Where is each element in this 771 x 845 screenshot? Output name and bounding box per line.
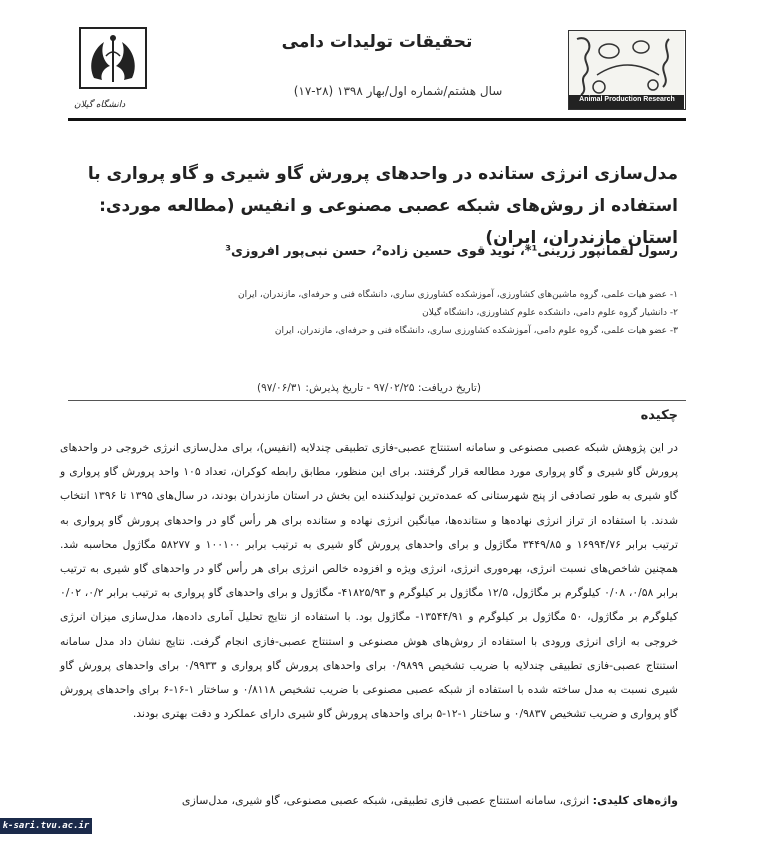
journal-logo-caption: Animal Production Research bbox=[579, 96, 675, 103]
site-watermark-badge[interactable]: k-sari.tvu.ac.ir bbox=[0, 818, 92, 834]
keywords bbox=[60, 794, 678, 807]
keywords-label: واژه‌های کلیدی: bbox=[592, 794, 678, 807]
university-name: دانشگاه گیلان bbox=[74, 100, 126, 110]
article-title: مدل‌سازی انرژی ستانده در واحدهای پرورش گاو شیری و گاو پرواری با استفاده از روش‌های شبکه عصبی مصنوعی و انفیس (مطالعه موردی: استان مازندران، ایران) bbox=[87, 164, 678, 248]
abstract-heading: چکیده bbox=[640, 408, 678, 423]
keywords-list: انرژی، سامانه استنتاج عصبی فازی تطبیقی، شبکه عصبی مصنوعی، گاو شیری، مدل‌سازی bbox=[181, 794, 593, 807]
affiliation-3: ۳- عضو هیات علمی، گروه علوم دامی، آموزشکده کشاورزی ساری، دانشگاه فنی و حرفه‌ای، مازندران، ایران bbox=[274, 326, 678, 336]
header-divider bbox=[68, 118, 686, 121]
received-accepted-dates: (تاریخ دریافت: ۹۷/۰۲/۲۵ - تاریخ پذیرش: ۹۷/۰۶/۳۱) bbox=[257, 382, 481, 394]
abstract-text: در این پژوهش شبکه عصبی مصنوعی و سامانه استنتاج عصبی-فازی تطبیقی چندلایه (انفیس)، برای مدل‌سازی انرژی خروجی در واحدهای پرورش گاو شیری و گاو پرواری مورد مطالعه قرار گرفتند. برای این منظور، مطابق رابطه کوکران، تعداد ۱۰۵ واحد پرورش گاو پرواری و گاو شیری به طور تصادفی از پنج شهرستانی که عمده‌ترین تولیدکننده این بخش در استان مازندران بودند، در سال‌های ۱۳۹۵ تا ۱۳۹۶ انتخاب شدند. با استفاده از تراز انرژی نهاده‌ها و ستانده‌ها، میانگین انرژی نهاده و ستانده برای هر رأس گاو در واحدهای پرورش گاو پرواری به ترتیب برابر ۱۶۹۹۴/۷۶ و ۳۴۴۹/۸۵ مگاژول و برای واحدهای پرورش گاو شیری به ترتیب برابر ۱۰۰۱۰۰ و ۵۸۲۷۷ مگاژول محاسبه شد. همچنین شاخص‌های نسبت انرژی، بهره‌وری انرژی، انرژی ویژه و افزوده خالص انرژی برای هر رأس گاو در واحدهای گاو شیری به ترتیب برابر ۰/۵۸، ۰/۰۸ کیلوگرم بر مگاژول، ۱۲/۵ مگاژول بر کیلوگرم و ۴۱۸۲۵/۹۳- مگاژول و برای واحدهای گاو پرواری به ترتیب برابر ۰/۲، ۰/۰۲ کیلوگرم بر مگاژول، ۵۰ مگاژول بر کیلوگرم و ۱۳۵۴۴/۹۱- مگاژول بود. با استفاده از نتایج تحلیل آماری داده‌ها، مدل‌سازی میزان انرژی خروجی به ازای انرژی ورودی با استفاده از روش‌های هوش مصنوعی و استنتاج عصبی-فازی انجام گرفت. نتایج نشان داد مدل سامانه استنتاج عصبی-فازی تطبیقی چندلایه با ضریب تشخیص ۰/۹۸۹۹ برای واحدهای پرورش گاو پرواری و ۰/۹۹۳۳ برای واحدهای پرورش گاو شیری نسبت به مدل ساخته شده با استفاده از شبکه عصبی مصنوعی با ضریب تشخیص ۰/۸۱۱۸ و ساختار ۱-۱۶-۶ برای واحدهای پرورش گاو پرواری و ضریب تشخیص ۰/۹۸۳۷ و ساختار ۱-۱۲-۵ برای واحدهای پرورش گاو شیری دارای عملکرد و دقت بهتری بودند. bbox=[60, 441, 679, 721]
article-authors: رسول لقمانپور زرینی¹*، نوید قوی حسین زاده²، حسن نبی‌پور افروزی³ bbox=[225, 244, 678, 259]
abstract-divider bbox=[68, 400, 686, 401]
journal-issue: سال هشتم/شماره اول/بهار ۱۳۹۸ (۲۸-۱۷) bbox=[293, 84, 503, 98]
affiliations bbox=[60, 286, 678, 340]
affiliation-1: ۱- عضو هیات علمی، گروه ماشین‌های کشاورزی، آموزشکده کشاورزی ساری، دانشگاه فنی و حرفه‌ای، مازندران، ایران bbox=[237, 290, 678, 300]
affiliation-2: ۲- دانشیار گروه علوم دامی، دانشکده علوم کشاورزی، دانشگاه گیلان bbox=[422, 308, 678, 318]
journal-logo bbox=[568, 30, 686, 110]
journal-header bbox=[68, 22, 686, 118]
journal-title: تحقیقات تولیدات دامی bbox=[281, 32, 473, 52]
